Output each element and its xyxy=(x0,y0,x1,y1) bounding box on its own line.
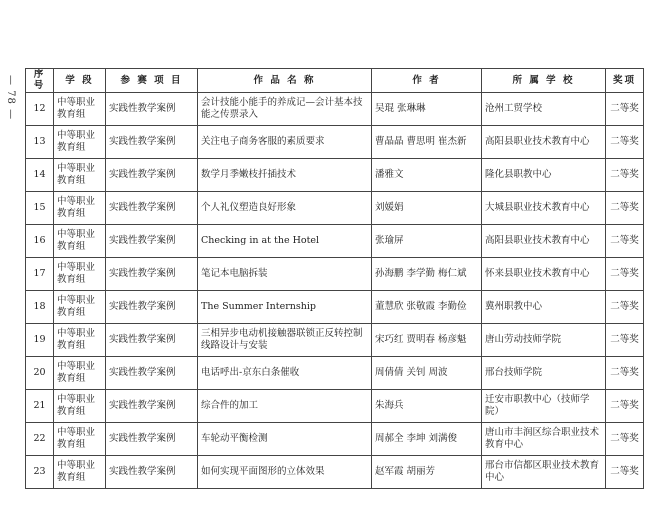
cell-title: 关注电子商务客服的素质要求 xyxy=(198,125,372,158)
cell-school: 唐山市丰润区综合职业技术教育中心 xyxy=(482,422,606,455)
cell-type: 实践性教学案例 xyxy=(106,158,198,191)
cell-author: 潘雅文 xyxy=(372,158,482,191)
cell-title: The Summer Internship xyxy=(198,290,372,323)
table-row xyxy=(26,323,644,356)
cell-title: 笔记本电脑拆装 xyxy=(198,257,372,290)
cell-title: 个人礼仪塑造良好形象 xyxy=(198,191,372,224)
cell-title: 车轮动平衡检测 xyxy=(198,422,372,455)
cell-award: 二等奖 xyxy=(606,389,644,422)
table-row xyxy=(26,125,644,158)
cell-title: 会计技能小能手的养成记—会计基本技能之传票录入 xyxy=(198,92,372,125)
cell-group: 中等职业教育组 xyxy=(54,323,106,356)
header-award: 奖项 xyxy=(606,69,644,93)
cell-school: 隆化县职教中心 xyxy=(482,158,606,191)
cell-type: 实践性教学案例 xyxy=(106,92,198,125)
cell-school: 邢台市信都区职业技术教育中心 xyxy=(482,455,606,488)
table-row xyxy=(26,455,644,488)
cell-type: 实践性教学案例 xyxy=(106,455,198,488)
cell-award: 二等奖 xyxy=(606,224,644,257)
cell-author: 赵军霞 胡丽芳 xyxy=(372,455,482,488)
cell-award: 二等奖 xyxy=(606,158,644,191)
cell-type: 实践性教学案例 xyxy=(106,356,198,389)
cell-school: 邢台技师学院 xyxy=(482,356,606,389)
cell-title: Checking in at the Hotel xyxy=(198,224,372,257)
table-body xyxy=(26,92,644,488)
cell-award: 二等奖 xyxy=(606,422,644,455)
cell-school: 冀州职教中心 xyxy=(482,290,606,323)
cell-seq: 20 xyxy=(26,356,54,389)
cell-title: 三相异步电动机接触器联锁正反转控制线路设计与安装 xyxy=(198,323,372,356)
cell-group: 中等职业教育组 xyxy=(54,422,106,455)
header-title: 作 品 名 称 xyxy=(198,69,372,93)
table-row xyxy=(26,257,644,290)
cell-author: 董慧欣 张敬霞 李勤俭 xyxy=(372,290,482,323)
cell-seq: 22 xyxy=(26,422,54,455)
page-number: — 78 — xyxy=(5,75,16,121)
table-row xyxy=(26,92,644,125)
table-row xyxy=(26,191,644,224)
cell-group: 中等职业教育组 xyxy=(54,158,106,191)
cell-seq: 21 xyxy=(26,389,54,422)
cell-award: 二等奖 xyxy=(606,92,644,125)
table-row xyxy=(26,224,644,257)
cell-award: 二等奖 xyxy=(606,323,644,356)
award-table xyxy=(25,68,644,489)
cell-seq: 17 xyxy=(26,257,54,290)
cell-seq: 19 xyxy=(26,323,54,356)
cell-type: 实践性教学案例 xyxy=(106,191,198,224)
cell-type: 实践性教学案例 xyxy=(106,323,198,356)
cell-title: 电话呼出-京东白条催收 xyxy=(198,356,372,389)
cell-school: 沧州工贸学校 xyxy=(482,92,606,125)
header-group: 学 段 xyxy=(54,69,106,93)
cell-seq: 15 xyxy=(26,191,54,224)
header-seq: 序号 xyxy=(26,69,54,93)
cell-group: 中等职业教育组 xyxy=(54,389,106,422)
cell-seq: 18 xyxy=(26,290,54,323)
cell-award: 二等奖 xyxy=(606,455,644,488)
table-row xyxy=(26,389,644,422)
cell-author: 宋巧红 贾明春 杨彦魁 xyxy=(372,323,482,356)
cell-title: 综合件的加工 xyxy=(198,389,372,422)
cell-type: 实践性教学案例 xyxy=(106,224,198,257)
cell-group: 中等职业教育组 xyxy=(54,191,106,224)
cell-author: 孙海鹏 李学勤 梅仁斌 xyxy=(372,257,482,290)
cell-author: 吴琨 张琳琳 xyxy=(372,92,482,125)
cell-award: 二等奖 xyxy=(606,125,644,158)
cell-seq: 23 xyxy=(26,455,54,488)
cell-type: 实践性教学案例 xyxy=(106,389,198,422)
cell-type: 实践性教学案例 xyxy=(106,125,198,158)
cell-award: 二等奖 xyxy=(606,191,644,224)
header-author: 作 者 xyxy=(372,69,482,93)
cell-award: 二等奖 xyxy=(606,290,644,323)
table-row xyxy=(26,290,644,323)
cell-type: 实践性教学案例 xyxy=(106,422,198,455)
cell-school: 高阳县职业技术教育中心 xyxy=(482,224,606,257)
cell-group: 中等职业教育组 xyxy=(54,125,106,158)
cell-group: 中等职业教育组 xyxy=(54,455,106,488)
table-row xyxy=(26,356,644,389)
header-school: 所 属 学 校 xyxy=(482,69,606,93)
cell-seq: 13 xyxy=(26,125,54,158)
cell-type: 实践性教学案例 xyxy=(106,257,198,290)
cell-seq: 14 xyxy=(26,158,54,191)
table-header-row xyxy=(26,69,644,93)
header-type: 参 赛 项 目 xyxy=(106,69,198,93)
cell-type: 实践性教学案例 xyxy=(106,290,198,323)
table-row xyxy=(26,422,644,455)
cell-award: 二等奖 xyxy=(606,356,644,389)
table-row xyxy=(26,158,644,191)
cell-school: 唐山劳动技师学院 xyxy=(482,323,606,356)
cell-group: 中等职业教育组 xyxy=(54,290,106,323)
cell-group: 中等职业教育组 xyxy=(54,224,106,257)
cell-school: 高阳县职业技术教育中心 xyxy=(482,125,606,158)
cell-author: 朱海兵 xyxy=(372,389,482,422)
cell-award: 二等奖 xyxy=(606,257,644,290)
cell-seq: 12 xyxy=(26,92,54,125)
cell-title: 数学月季嫩枝扦插技术 xyxy=(198,158,372,191)
cell-title: 如何实现平面图形的立体效果 xyxy=(198,455,372,488)
cell-author: 周倩倩 关钊 周波 xyxy=(372,356,482,389)
cell-group: 中等职业教育组 xyxy=(54,92,106,125)
cell-school: 迁安市职教中心（技师学院） xyxy=(482,389,606,422)
cell-group: 中等职业教育组 xyxy=(54,257,106,290)
cell-school: 大城县职业技术教育中心 xyxy=(482,191,606,224)
cell-group: 中等职业教育组 xyxy=(54,356,106,389)
cell-author: 张瑜屏 xyxy=(372,224,482,257)
cell-author: 刘媛娟 xyxy=(372,191,482,224)
cell-seq: 16 xyxy=(26,224,54,257)
cell-author: 曹晶晶 曹思明 崔杰新 xyxy=(372,125,482,158)
cell-author: 周郝全 李坤 刘满俊 xyxy=(372,422,482,455)
cell-school: 怀来县职业技术教育中心 xyxy=(482,257,606,290)
